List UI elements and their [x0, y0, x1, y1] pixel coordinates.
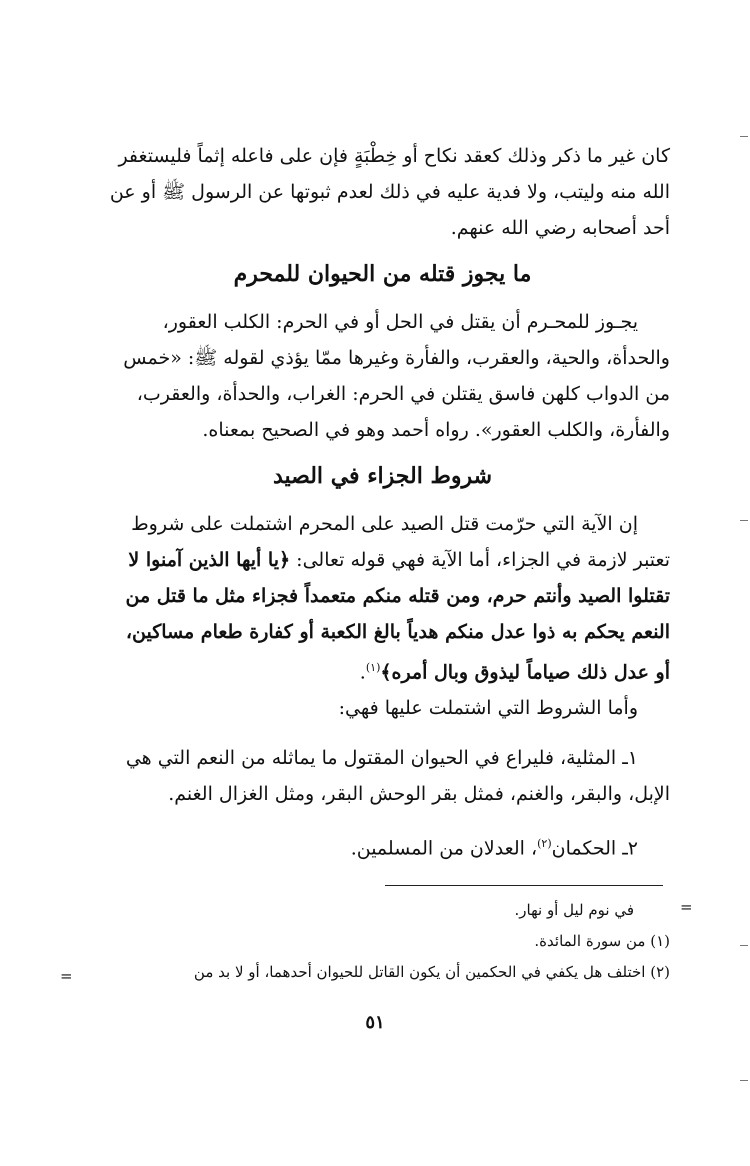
text-line: الله منه وليتب، ولا فدية عليه في ذلك لعدم ثبوتها عن الرسول ﷺ أو عن	[109, 181, 670, 203]
text-line	[95, 650, 670, 690]
text-line: إن الآية التي حرّمت قتل الصيد على المحرم اشتملت على شروط	[131, 513, 638, 535]
footnote-ref-2[interactable]: (٢)	[537, 837, 552, 851]
penalty-conditions-paragraph	[95, 506, 670, 726]
footnote-continuation: في نوم ليل أو نهار.	[514, 901, 634, 919]
margin-mark	[740, 136, 748, 137]
margin-mark	[740, 520, 748, 521]
quran-verse-end: أو عدل ذلك صياماً ليذوق وبال أمره﴾	[380, 661, 670, 684]
margin-mark	[740, 945, 748, 946]
section-heading-penalty-conditions: شروط الجزاء في الصيد	[272, 463, 493, 489]
footnote-ref-1[interactable]: (١)	[365, 661, 381, 674]
footnote-2: (٢) اختلف هل يكفي في الحكمين أن يكون القاتل للحيوان أحدهما، أو لا بد من	[193, 963, 670, 981]
quran-verse-line: النعم يحكم به ذوا عدل منكم هدياً بالغ الكعبة أو كفارة طعام مساكين،	[125, 621, 670, 643]
text-line: ١ـ المثلية، فليراع في الحيوان المقتول ما يماثله من النعم التي هي	[125, 747, 638, 770]
text-line	[95, 542, 670, 578]
footnotes	[95, 895, 670, 988]
text-line	[95, 826, 670, 866]
plain-text: ، العدلان من المسلمين.	[350, 837, 538, 860]
text-line: من الدواب كلهن فاسق يقتلن في الحرم: الغراب، والحدأة، والعقرب،	[136, 383, 670, 405]
page-body	[95, 138, 670, 867]
text-line: والفأرة، والكلب العقور». رواه أحمد وهو في الصحيح بمعناه.	[202, 419, 670, 441]
footnote-continuation-mark: =	[680, 898, 693, 916]
condition-2-paragraph	[95, 826, 670, 866]
text-line: يجـوز للمحـرم أن يقتل في الحل أو في الحرم: الكلب العقور،	[162, 311, 638, 333]
text-line: كان غير ما ذكر وذلك كعقد نكاح أو خِطْبَةٍ فإن على فاعله إثماً فليستغفر	[118, 145, 670, 167]
footnote-2-continuation-mark: =	[60, 967, 73, 985]
quran-verse-line: تقتلوا الصيد وأنتم حرم، ومن قتله منكم متعمداً فجزاء مثل ما قتل من	[125, 585, 670, 607]
intro-paragraph	[95, 138, 670, 246]
plain-text: .	[359, 661, 366, 684]
conditions-intro: وأما الشروط التي اشتملت عليها فهي:	[338, 697, 638, 720]
killable-animals-paragraph	[95, 304, 670, 448]
plain-text: ٢ـ الحكمان	[551, 837, 638, 860]
text-line: الإبل، والبقر، والغنم، فمثل بقر الوحش البقر، ومثل الغزال الغنم.	[168, 783, 670, 806]
footnote-divider	[385, 885, 663, 886]
margin-mark	[740, 1080, 748, 1081]
condition-1-paragraph	[95, 740, 670, 812]
quran-verse-start: ﴿يا أيها الذين آمنوا لا	[128, 549, 291, 571]
text-line: والحدأة، والحية، والعقرب، والفأرة وغيرها ممّا يؤذي لقوله ﷺ: «خمس	[123, 347, 670, 369]
footnote-1: (١) من سورة المائدة.	[534, 932, 670, 950]
section-heading-killable-animals: ما يجوز قتله من الحيوان للمحرم	[233, 261, 532, 287]
plain-text: تعتبر لازمة في الجزاء، أما الآية فهي قوله تعالى:	[290, 549, 670, 571]
text-line: أحد أصحابه رضي الله عنهم.	[450, 217, 670, 239]
page-number: ٥١	[365, 1012, 385, 1033]
